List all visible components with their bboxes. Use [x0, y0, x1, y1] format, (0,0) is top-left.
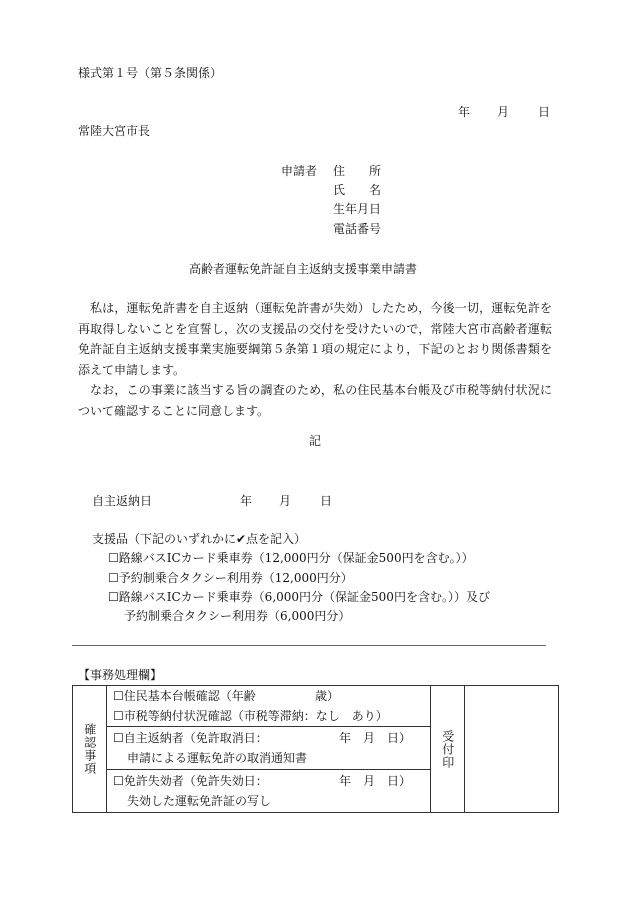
office-item-resident-age-unit: 歳）: [315, 689, 340, 703]
date-day: 日: [538, 105, 551, 119]
document-title: 高齢者運転免許証自主返納支援事業申請書: [189, 262, 418, 276]
office-item-voluntary-doc: 申請による運転免許の取消通知書: [127, 751, 308, 765]
confirm-label: 確認事項: [82, 723, 97, 775]
form-number: 様式第１号（第５条関係）: [78, 66, 223, 80]
office-item-expired-text: ☐免許失効者（免許失効日：: [113, 774, 268, 788]
support-option-combo-6000-cont: 予約制乗合タクシー利用券（6,000円分）: [124, 609, 351, 623]
body-paragraph-2: なお，この事業に該当する旨の調査のため，私の住民基本台帳及び市税等納付状況について確認することに同意します。: [78, 383, 552, 418]
confirm-label-cell: [73, 686, 107, 813]
support-option-taxi-12000: ☐予約制乗合タクシー利用券（12,000円分）: [108, 571, 353, 585]
applicant-name-label: 氏 名: [333, 183, 382, 197]
office-item-tax-text: ☐市税等納付状況確認（市税等滞納：なし あり）: [113, 709, 388, 723]
applicant-address-label: 住 所: [333, 164, 382, 178]
office-item-voluntary-text: ☐自主返納者（免許取消日：: [113, 731, 268, 745]
office-table: [72, 685, 559, 813]
office-item-voluntary-cell: [107, 727, 431, 770]
applicant-birthdate-label: 生年月日: [333, 202, 382, 216]
support-option-combo-6000: ☐路線バスICカード乗車券（6,000円分（保証金500円を含む。））及び: [108, 590, 490, 604]
office-item-expired-doc: 失効した運転免許証の写し: [127, 794, 272, 808]
office-item-resident-text: ☐住民基本台帳確認（年齢: [113, 689, 256, 703]
office-item-tax: [107, 706, 430, 726]
date-year: 年: [458, 105, 471, 119]
body-paragraph-1: 私は，運転免許書を自主返納（運転免許書が失効）したため，今後一切，運転免許を再取得しないことを宣誓し，次の支援品の交付を受けたいので，常陸大宮市高齢者運転免許証自主返納支援事業実施要綱第５条第１項の規定により，下記のとおり関係書類を添えて申請します。: [78, 301, 552, 377]
office-item-expired-date: 年 月 日）: [339, 774, 412, 788]
office-item-expired-cell: [107, 770, 431, 813]
return-date-day: 日: [320, 494, 333, 508]
office-item-voluntary-date: 年 月 日）: [339, 731, 412, 745]
support-option-bus-12000: ☐路線バスICカード乗車券（12,000円分（保証金500円を含む。））: [108, 551, 474, 565]
return-date-year: 年: [240, 494, 253, 508]
receipt-label: 受付印: [440, 729, 455, 769]
office-item-resident-tax-cell: [107, 686, 431, 727]
receipt-stamp-area: [465, 686, 559, 813]
ki-mark: 記: [309, 434, 322, 448]
office-item-voluntary: [107, 728, 430, 748]
office-item-expired: [107, 771, 430, 791]
addressee: 常陸大宮市長: [78, 124, 151, 138]
applicant-label: 申請者: [281, 164, 318, 178]
return-date-month: 月: [279, 494, 292, 508]
applicant-phone-label: 電話番号: [333, 222, 382, 236]
office-item-resident: [107, 686, 430, 706]
receipt-label-cell: [431, 686, 465, 813]
support-heading: 支援品（下記のいずれかに✔点を記入）: [92, 532, 307, 546]
body-text: [78, 298, 552, 421]
date-month: 月: [497, 105, 510, 119]
office-heading: 【事務処理欄】: [78, 668, 163, 682]
return-date-label: 自主返納日: [92, 494, 153, 508]
divider-line: [72, 645, 546, 646]
